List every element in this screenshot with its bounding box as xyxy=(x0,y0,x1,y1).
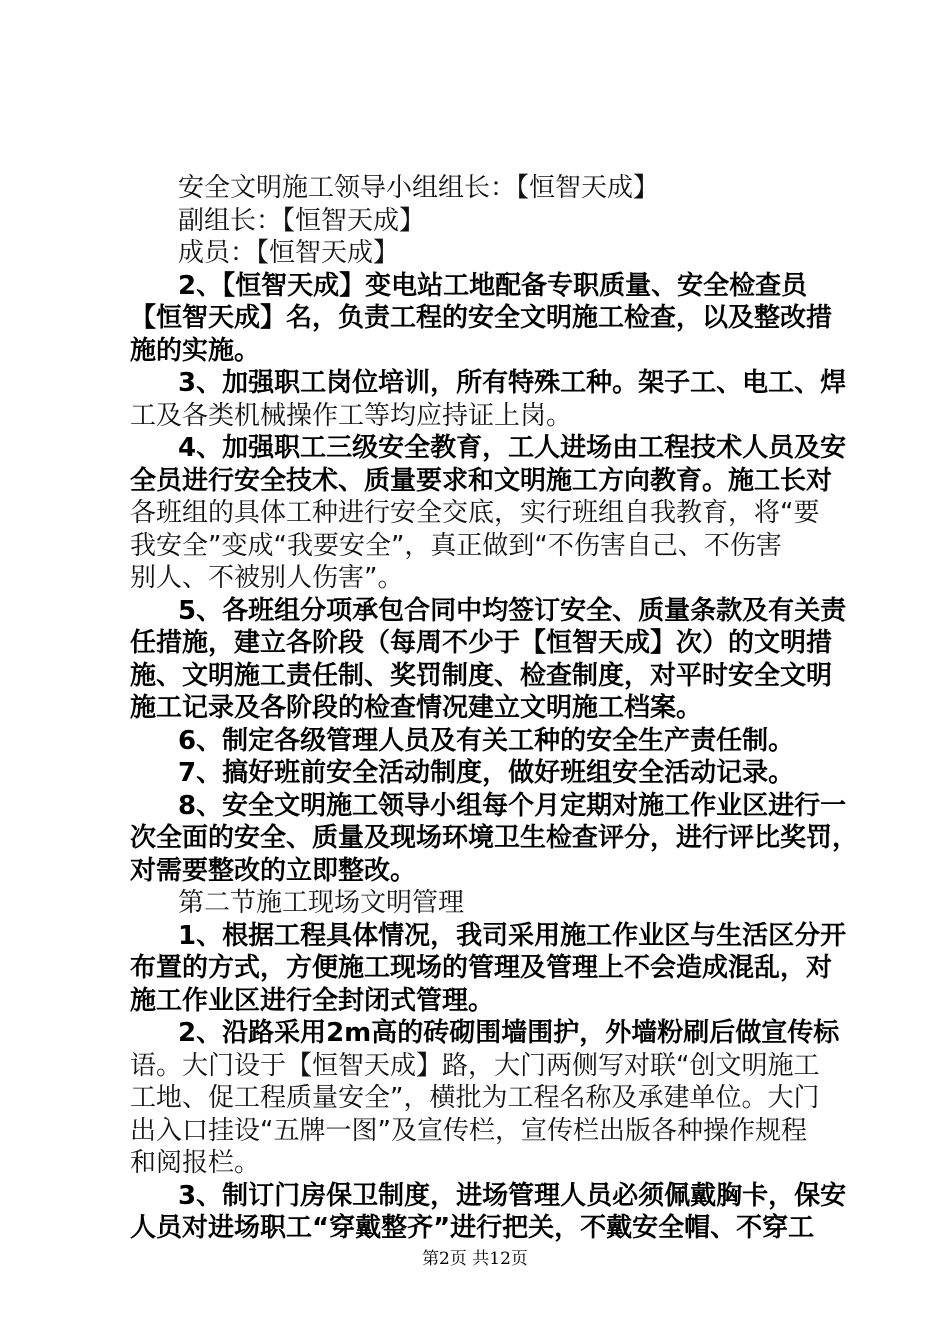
text-line: 任措施，建立各阶段（每周不少于【恒智天成】次）的文明措 xyxy=(130,628,833,658)
text-line: 2、沿路采用2m高的砖砌围墙围护，外墙粉刷后做宣传标 xyxy=(178,1018,840,1048)
text-line: 副组长：【恒智天成】 xyxy=(178,205,426,236)
text-line: 人员对进场职工“穿戴整齐”进行把关，不戴安全帽、不穿工 xyxy=(130,1213,815,1243)
text-line: 【恒智天成】名，负责工程的安全文明施工检查，以及整改措 xyxy=(130,303,833,333)
text-line: 6、制定各级管理人员及有关工种的安全生产责任制。 xyxy=(178,725,795,756)
text-line: 施、文明施工责任制、奖罚制度、检查制度，对平时安全文明 xyxy=(130,660,833,691)
text-line: 施工记录及各阶段的检查情况建立文明施工档案。 xyxy=(130,693,703,723)
text-line: 1、根据工程具体情况，我司采用施工作业区与生活区分开 xyxy=(178,920,847,951)
text-line: 2、【恒智天成】变电站工地配备专职质量、安全检查员 xyxy=(178,270,808,301)
text-line: 各班组的具体工种进行安全交底，实行班组自我教育，将“要 xyxy=(130,498,820,528)
text-line: 别人、不被别人伤害”。 xyxy=(130,563,404,593)
text-line: 我安全”变成“我要安全”，真正做到“不伤害自己、不伤害 xyxy=(130,530,782,561)
text-line: 对需要整改的立即整改。 xyxy=(130,855,417,886)
text-line: 4、加强职工三级安全教育，工人进场由工程技术人员及安 xyxy=(178,433,847,463)
text-line: 施工作业区进行全封闭式管理。 xyxy=(130,985,495,1016)
document-body xyxy=(130,172,859,1245)
text-line: 成员：【恒智天成】 xyxy=(178,238,400,268)
text-line: 安全文明施工领导小组组长：【恒智天成】 xyxy=(178,173,660,203)
text-line: 布置的方式，方便施工现场的管理及管理上不会造成混乱，对 xyxy=(130,953,833,983)
page-number-footer: 第2页 共12页 xyxy=(422,1249,528,1269)
text-line: 7、搞好班前安全活动制度，做好班组安全活动记录。 xyxy=(178,758,795,788)
text-line: 工及各类机械操作工等均应持证上岗。 xyxy=(130,400,573,431)
text-line: 3、加强职工岗位培训，所有特殊工种。架子工、电工、焊 xyxy=(178,368,847,398)
text-line: 3、制订门房保卫制度，进场管理人员必须佩戴胸卡，保安 xyxy=(178,1180,847,1211)
text-line: 和阅报栏。 xyxy=(130,1148,261,1178)
text-line: 施的实施。 xyxy=(130,335,261,366)
text-line: 出入口挂设“五牌一图”及宣传栏，宣传栏出版各种操作规程 xyxy=(130,1115,807,1146)
text-line: 工地、促工程质量安全”，横批为工程名称及承建单位。大门 xyxy=(130,1083,820,1113)
text-line: 8、安全文明施工领导小组每个月定期对施工作业区进行一 xyxy=(178,790,847,821)
text-line: 第二节施工现场文明管理 xyxy=(178,888,465,918)
text-line: 5、各班组分项承包合同中均签订安全、质量条款及有关责 xyxy=(178,595,847,626)
text-line: 次全面的安全、质量及现场环境卫生检查评分，进行评比奖罚， xyxy=(130,823,859,853)
text-line: 语。大门设于【恒智天成】路，大门两侧写对联“创文明施工 xyxy=(130,1050,820,1081)
text-line: 全员进行安全技术、质量要求和文明施工方向教育。施工长对 xyxy=(130,465,833,496)
